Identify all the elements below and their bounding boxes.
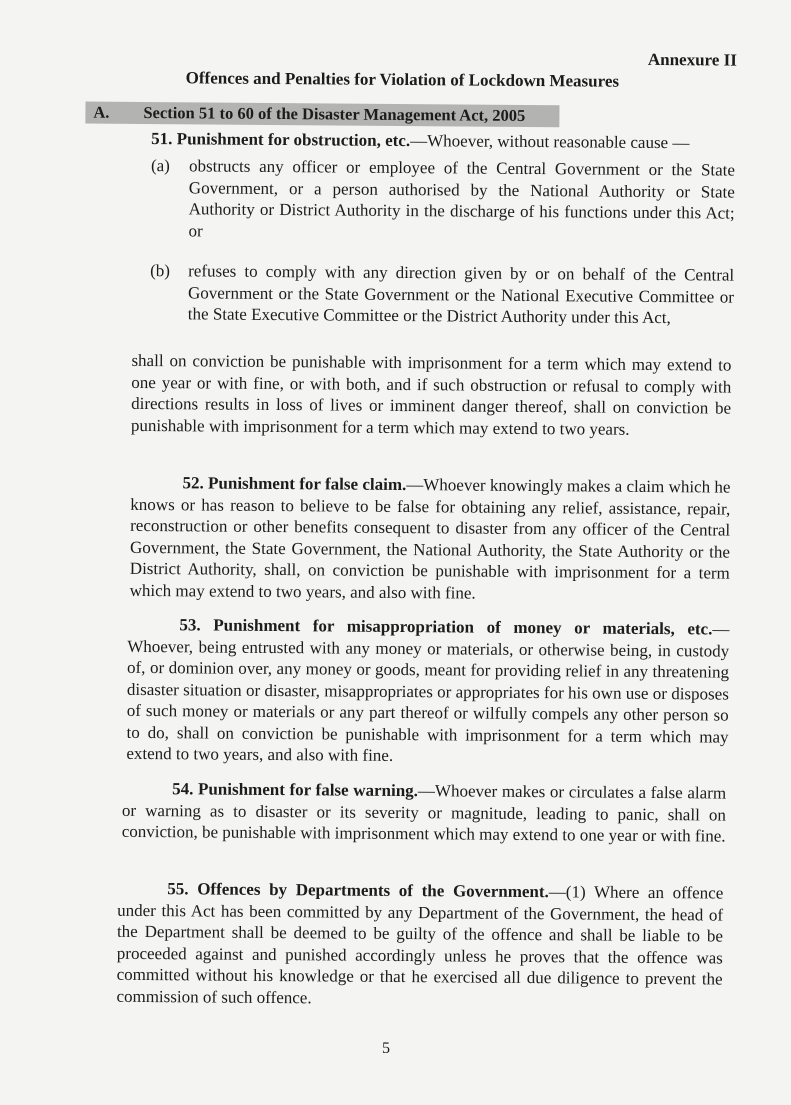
- s51-intro: —Whoever, without reasonable cause —: [410, 131, 690, 153]
- document-title: Offences and Penalties for Violation of Lockdown Measures: [185, 68, 620, 91]
- section-title: Section 51 to 60 of the Disaster Management Act, 2005: [143, 102, 526, 125]
- section-heading-bar: [85, 102, 559, 128]
- s54-heading: 54. Punishment for false warning.: [172, 779, 419, 801]
- s52-paragraph: [130, 472, 731, 606]
- s55-text: —(1) Where an offence under this Act has been committed by any Department of the Government, the head of the Department shall be deemed to be guilty of the offence and shall be liable to be proceeded against and punished accordingly unless he proves that the offence was committed without his knowledge or that he exercised all due diligence to prevent the commission of such offence.: [116, 882, 724, 1007]
- s53-heading: 53. Punishment for misappropriation of money or materials, etc.: [179, 615, 713, 639]
- clause-a-text: obstructs any officer or employee of the Central Government or the State Government, or a person authorised by the National Authority or State Authority or District Authority in the discharge of his functions under this Act; or: [188, 156, 736, 240]
- s53-paragraph: [126, 614, 729, 769]
- section-marker: A.: [93, 102, 110, 122]
- s55-paragraph: [116, 878, 723, 1012]
- s54-text: —Whoever makes or circulates a false alarm or warning as to disaster or its severity or magnitude, leading to panic, shall on conviction, be punishable with imprisonment which may extend to one year or with fine.: [121, 781, 727, 846]
- s51-penalty-paragraph: shall on conviction be punishable with imprisonment for a term which may extend to one year or with fine, or with both, and if such obstruction or refusal to comply with directions results in loss of lives or imminent danger thereof, shall on conviction be punishable with imprisonment for a term which may extend to two years.: [130, 350, 732, 439]
- clause-b-text: refuses to comply with any direction given by or on behalf of the Central Government or the State Government or the National Executive Committee or the State Executive Committee or the District Authority under this Act,: [187, 261, 735, 328]
- s55-heading: 55. Offences by Departments of the Government.: [167, 879, 549, 902]
- s51-intro-paragraph: [151, 128, 733, 154]
- s51-heading: 51. Punishment for obstruction, etc.: [151, 129, 411, 151]
- s53-text: — Whoever, being entrusted with any money or materials, or otherwise being, in custody of, or dominion over, any money or goods, meant for providing relief in any threatening disaster situation or disaster, misappropriates or appropriates for his own use or disposes of such money or materials or any part thereof or wilfully compels any other person so to do, shall on conviction be punishable with imprisonment for a term which may extend to two years, and also with fine.: [126, 619, 730, 765]
- s54-paragraph: [122, 778, 726, 847]
- clause-b-marker: (b): [150, 261, 171, 281]
- page-number: 5: [382, 1039, 391, 1057]
- s52-heading: 52. Punishment for false claim.: [182, 473, 407, 495]
- annexure-label: Annexure II: [647, 49, 737, 70]
- clause-a-marker: (a): [150, 156, 170, 176]
- s52-text: —Whoever knowingly makes a claim which he knows or has reason to believe to be false for obtaining any relief, assistance, repair, reconstruction or other benefits consequent to disaster from any officer of the Central Government, the State Government, the National Authority, the State Authority or the District Authority, shall, on conviction be punishable with imprisonment for a term which may extend to two years, and also with fine.: [129, 475, 731, 603]
